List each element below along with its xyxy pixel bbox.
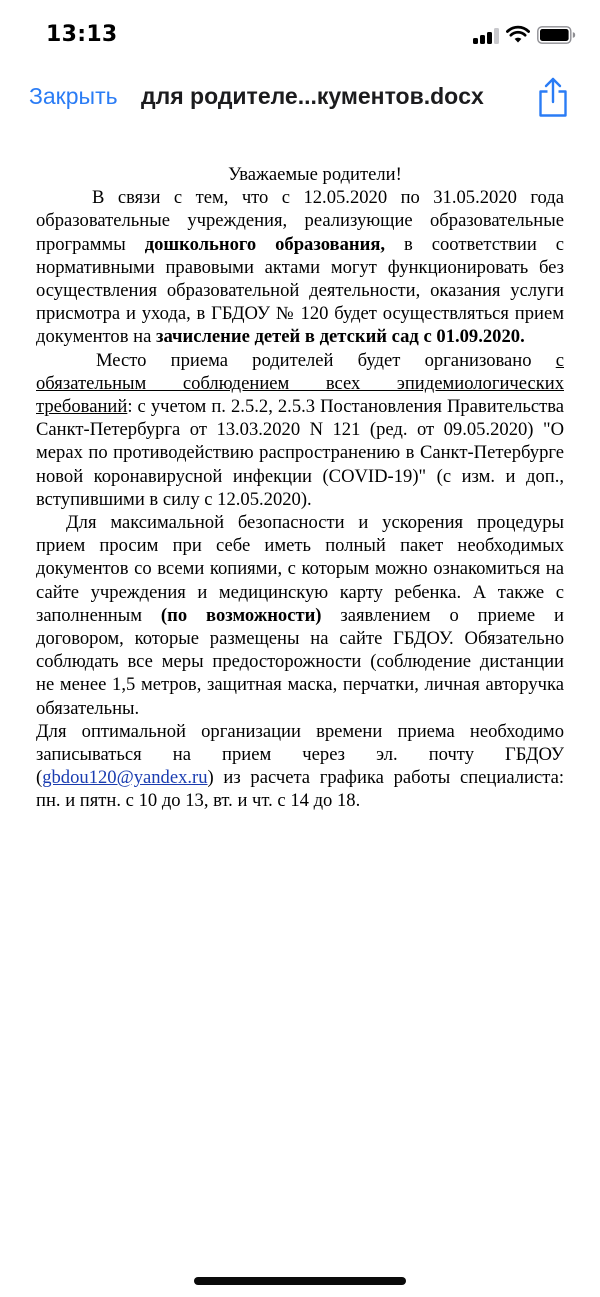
p1-text-a: В связи с тем, что с 12.05.2020 по 31.05.2020 года образовательные учреждения, реализующие образовательные программы (36, 187, 564, 255)
battery-icon (537, 25, 577, 45)
paragraph-2 (36, 349, 564, 511)
paragraph-3 (36, 511, 564, 720)
document-title: для родителе...кументов.docx (141, 83, 484, 109)
p1-bold-b: дошкольного образования, (144, 233, 386, 255)
p3-bold-b: (по возможности) (160, 604, 322, 626)
p1-text-c: в соответствии с нормативными правовыми актами могут функционировать без осуществления образовательной деятельности, оказания услуги присмотра и ухода, в ГБДОУ № 120 будет осуществляться прием документов на (36, 233, 564, 348)
p2-text-c: : с учетом п. 2.5.2, 2.5.3 Постановления Правительства Санкт-Петербурга от 13.03.2020 N 121 (ред. от 09.05.2020) "О мерах по противодействию распространению в Санкт-Петербурге новой коронавирусной инфекции (COVID-19)" (с изм. и доп., вступившими в силу с 12.05.2020). (36, 396, 564, 510)
paragraph-1 (36, 186, 564, 348)
nav-bar (0, 70, 600, 128)
paragraph-4 (36, 720, 564, 813)
document-body (36, 163, 564, 813)
p2-text-a: Место приема родителей будет организовано (96, 349, 556, 371)
p2-underlined-b: с обязательным соблюдением всех эпидемиологических требований (36, 349, 564, 418)
p4-text-c: ) из расчета графика работы специалиста: пн. и пятн. с 10 до 13, вт. и чт. с 14 до 18. (36, 767, 564, 812)
p1-bold-d: зачисление детей в детский сад с 01.09.2020. (156, 326, 525, 348)
email-link[interactable]: gbdou120@yandex.ru (42, 767, 208, 789)
p3-text-c: заявлением о приеме и договором, которые размещены на сайте ГБДОУ. Обязательно соблюдать все меры предосторожности (соблюдение дистанции не менее 1,5 метров, защитная маска, перчатки, личная авторучка обязательны. (36, 604, 564, 719)
status-time: 13:13 (46, 22, 118, 47)
greeting: Уважаемые родители! (228, 164, 402, 185)
cellular-signal-icon (473, 28, 499, 44)
p3-text-a: Для максимальной безопасности и ускорения процедуры прием просим при себе иметь полный пакет необходимых документов со всеми копиями, с которым можно ознакомиться на сайте учреждения и медицинскую карту ребенка. А также с заполненным (36, 512, 564, 626)
p4-text-a: Для оптимальной организации времени приема необходимо записываться на прием через эл. почту ГБДОУ ( (36, 720, 564, 789)
home-indicator[interactable] (194, 1277, 406, 1285)
status-bar (0, 0, 600, 70)
share-icon[interactable] (535, 76, 571, 118)
wifi-icon (506, 25, 530, 43)
close-button[interactable]: Закрыть (29, 83, 118, 109)
